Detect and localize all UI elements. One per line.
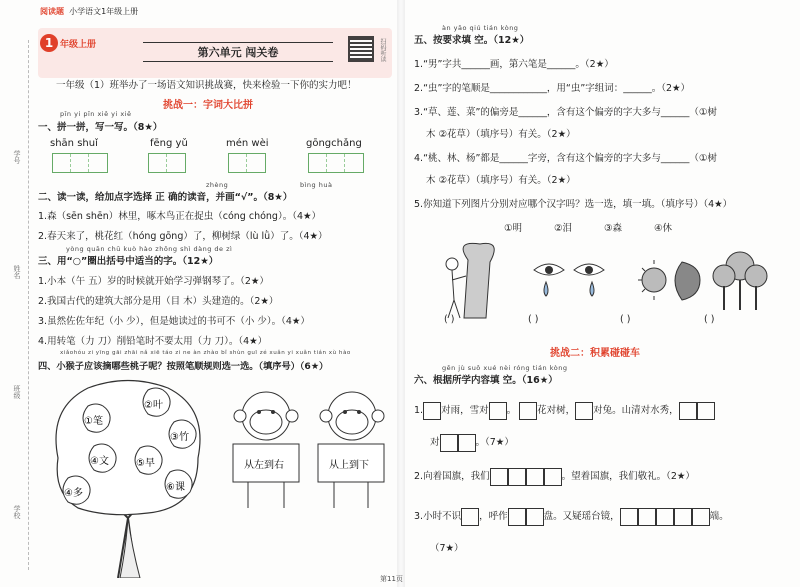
peach-3-label: ③竹 xyxy=(170,432,189,443)
q2-title: 二、读一读，给加点字选择 正 确的读音，并画“√”。（8★） xyxy=(38,192,293,203)
q3-item-3: 3.虽然佐佐年纪（小 少），但是她读过的书可不（小 少）。（4★） xyxy=(38,316,310,327)
q2-item-2: 2.春天来了，桃花红（hóng gōng）了，柳树绿（lù lǜ）了。（4★） xyxy=(38,231,328,242)
grade-label: 年级上册 xyxy=(60,40,97,50)
q3-item-2: 2.我国古代的建筑大部分是用（目 木）头建造的。（2★） xyxy=(38,296,279,307)
writing-grid[interactable] xyxy=(228,153,266,173)
q5-item-4: 4.“桃、林、杨”都是______字旁，含有这个偏旁的字大多与______（①树 xyxy=(414,153,717,164)
answer-box[interactable] xyxy=(461,508,479,526)
q1-title: 一、拼一拼，写一写。（8★） xyxy=(38,122,163,133)
page-number: 第11页 xyxy=(380,575,403,583)
peach-4[interactable] xyxy=(89,444,116,472)
q6-l1b-text-b: 。（7★） xyxy=(475,437,514,448)
q6-l1b-text-a: 对 xyxy=(430,437,440,448)
q4-pinyin: xiǎohóu zi yīng gāi zhāi nǎ xiē táo zi ne àn zhào bǐ shùn guī zé xuǎn yi xuǎn tián xù hào xyxy=(60,350,351,356)
peach-6-label: ⑥课 xyxy=(166,482,185,493)
book-spine xyxy=(397,0,405,587)
peach-7-label: ④多 xyxy=(64,488,83,499)
answer-box[interactable] xyxy=(697,402,715,420)
answer-box[interactable] xyxy=(508,468,526,486)
crying-eyes-picture xyxy=(534,264,604,296)
peach-1-label: ①笔 xyxy=(84,416,103,427)
q3-item-4: 4.用转笔（力 刀）削铅笔时不要太用（力 刀）。（4★） xyxy=(38,336,268,347)
q1-word-2: fēng yǔ xyxy=(150,138,188,149)
q6-l1-text-c: 。 xyxy=(506,405,517,416)
q6-l3-text-b: ，呼作 xyxy=(479,511,508,522)
peach-5-label: ⑤早 xyxy=(136,458,155,469)
q5-item-2: 2.“虫”字的笔顺是____________，用“虫”字组词：______。（2★） xyxy=(414,83,691,94)
answer-box[interactable] xyxy=(692,508,710,526)
answer-box[interactable] xyxy=(519,402,537,420)
q5-item-1: 1.“男”字共______画，第六笔是______。（2★） xyxy=(414,59,614,70)
answer-box[interactable] xyxy=(458,434,476,452)
right-page xyxy=(414,22,792,582)
q5-item-5: 5.你知道下列图片分别对应哪个汉字吗？选一选，填一填。（填序号）（4★） xyxy=(414,199,733,210)
peach-3[interactable] xyxy=(169,420,196,448)
q5-item-4b: 木 ②花草）（填序号）有关。（2★） xyxy=(426,175,576,186)
qr-caption: 扫码听读 xyxy=(379,38,386,62)
student-number-label: 学号 xyxy=(13,150,21,164)
q5-item-3: 3.“草、莲、菜”的偏旁是______，含有这个偏旁的字大多与______（①树 xyxy=(414,107,717,118)
monkey-right-sign: 从上到下 xyxy=(329,460,369,471)
header-line xyxy=(40,6,138,17)
sun-moon-picture xyxy=(638,260,700,300)
q3-title: 三、用“○”圈出括号中适当的字。（12★） xyxy=(38,256,219,267)
q6-line-2 xyxy=(414,466,695,488)
q2-item-1: 1.森（sēn shēn）林里，啄木鸟正在捉虫（cóng chóng）。（4★） xyxy=(38,211,322,222)
page-title: 第六单元 闯关卷 xyxy=(143,42,333,62)
answer-box[interactable] xyxy=(508,508,526,526)
peach-7[interactable] xyxy=(63,476,90,504)
q5-title: 五、按要求填 空。（12★） xyxy=(414,35,530,46)
book-label: 小学语文1年级上册 xyxy=(69,7,139,16)
q6-title: 六、根据所学内容填 空。（16★） xyxy=(414,375,558,386)
q1-word-4: gōngchǎng xyxy=(306,138,362,149)
q6-l2-text-b: 。望着国旗，我们敬礼。（2★） xyxy=(561,471,695,482)
answer-box[interactable] xyxy=(638,508,656,526)
qr-code-icon[interactable] xyxy=(348,36,374,62)
answer-paren-4[interactable]: ( ) xyxy=(704,314,715,325)
binding-gutter xyxy=(0,0,40,587)
answer-paren-1[interactable]: ( ) xyxy=(444,314,455,325)
person-tree-picture xyxy=(446,243,494,318)
answer-box[interactable] xyxy=(544,468,562,486)
answer-box[interactable] xyxy=(526,508,544,526)
q2-pinyin: zhèng xyxy=(206,181,229,189)
peach-2-label: ②叶 xyxy=(144,400,163,411)
q6-l1-text-e: 对兔。山清对水秀， xyxy=(593,405,679,416)
answer-box[interactable] xyxy=(440,434,458,452)
option-1: ①明 xyxy=(504,223,523,234)
left-page xyxy=(38,22,392,582)
writing-grid[interactable] xyxy=(52,153,108,173)
school-label: 学校 xyxy=(13,505,21,519)
q6-line-1b xyxy=(430,432,514,454)
q6-l1-text-d: 花对树， xyxy=(537,405,576,416)
q6-line-3b: （7★） xyxy=(430,543,464,554)
q3-item-1: 1.小本（午 五）岁的时候就开始学习弹钢琴了。（2★） xyxy=(38,276,269,287)
monkey-left-sign: 从左到右 xyxy=(244,460,284,471)
answer-box[interactable] xyxy=(679,402,697,420)
hanzi-picture-row xyxy=(424,240,784,320)
option-4: ④休 xyxy=(654,223,673,234)
peach-4-label: ④文 xyxy=(90,456,109,467)
q5-pinyin: àn yāo qiú tián kòng xyxy=(442,24,519,32)
q6-l2-text-a: 2.向着国旗，我们 xyxy=(414,471,490,482)
answer-paren-3[interactable]: ( ) xyxy=(620,314,631,325)
q6-line-3 xyxy=(414,506,729,528)
monkey-right xyxy=(318,392,384,508)
answer-box[interactable] xyxy=(575,402,593,420)
unit-banner xyxy=(38,28,392,78)
grade-badge: 1 xyxy=(40,34,58,52)
answer-box[interactable] xyxy=(490,468,508,486)
monkey-peach-illustration xyxy=(48,378,388,578)
q6-l1-text-b: 对雨，雪对 xyxy=(441,405,489,416)
intro-text: 一年级（1）班举办了一场语文知识挑战赛，快来检验一下你的实力吧！ xyxy=(56,80,357,91)
answer-box[interactable] xyxy=(674,508,692,526)
name-label: 姓名 xyxy=(13,265,21,279)
challenge-two-heading: 挑战二：积累碰碰车 xyxy=(550,348,640,359)
writing-grid[interactable] xyxy=(308,153,364,173)
class-label: 班级 xyxy=(13,385,21,399)
q1-pinyin: pīn yi pīn xiě yi xiě xyxy=(60,110,132,118)
q1-word-1: shān shuǐ xyxy=(50,138,98,149)
q2-pinyin-right: bìng huà xyxy=(300,181,333,189)
peach-6[interactable] xyxy=(165,470,192,498)
q6-l3-text-c: 盘。又疑瑶台镜， xyxy=(543,511,620,522)
q5-item-3b: 木 ②花草）（填序号）有关。（2★） xyxy=(426,129,576,140)
q6-l3-text-a: 3.小时不识 xyxy=(414,511,462,522)
peach-5[interactable] xyxy=(135,446,162,474)
peach-1[interactable] xyxy=(83,404,110,432)
peach-2[interactable] xyxy=(143,388,170,416)
answer-box[interactable] xyxy=(526,468,544,486)
forest-picture xyxy=(713,252,767,310)
q6-line-1 xyxy=(414,400,715,422)
answer-box[interactable] xyxy=(489,402,507,420)
option-2: ②泪 xyxy=(554,223,573,234)
q3-pinyin: yòng quān chū kuò hào zhōng shì dàng de zì xyxy=(66,245,233,253)
q6-pinyin: gēn jù suǒ xué nèi róng tián kòng xyxy=(442,364,568,372)
q6-l1-text-a: 1. xyxy=(414,405,424,416)
writing-grid[interactable] xyxy=(148,153,186,173)
answer-box[interactable] xyxy=(656,508,674,526)
challenge-one-heading: 挑战一：字词大比拼 xyxy=(163,100,253,111)
cut-line xyxy=(28,40,29,570)
answer-paren-2[interactable]: ( ) xyxy=(528,314,539,325)
brand-label: 阅读题 xyxy=(40,7,64,16)
q1-word-3: mén wèi xyxy=(226,138,269,149)
q6-l3-text-d: 端。 xyxy=(709,511,729,522)
answer-box[interactable] xyxy=(620,508,638,526)
answer-box[interactable] xyxy=(423,402,441,420)
option-3: ③森 xyxy=(604,223,623,234)
monkey-left xyxy=(233,392,299,508)
q4-title: 四、小猴子应该摘哪些桃子呢？按照笔顺规则选一选。（填序号）（6★） xyxy=(38,361,329,372)
